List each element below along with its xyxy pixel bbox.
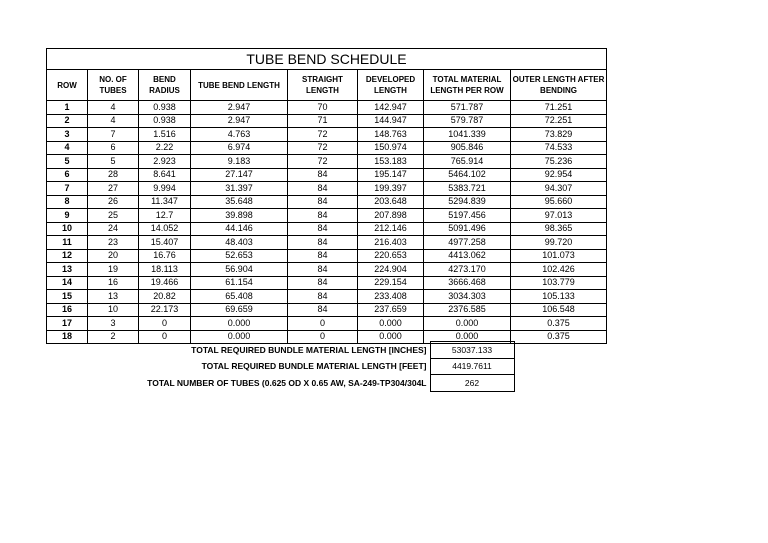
table-row <box>47 168 607 182</box>
total-tubes-value: 262 <box>430 375 514 392</box>
no-of-tubes-cell: 4 <box>88 101 139 115</box>
row-number-cell: 7 <box>47 182 88 196</box>
developed-length-cell: 203.648 <box>358 195 424 209</box>
table-row <box>47 155 607 169</box>
outer-length-cell: 95.660 <box>511 195 607 209</box>
no-of-tubes-cell: 27 <box>88 182 139 196</box>
straight-length-cell: 84 <box>288 276 358 290</box>
totals-table <box>46 341 515 392</box>
no-of-tubes-cell: 13 <box>88 290 139 304</box>
total-length-feet-value: 4419.7611 <box>430 358 514 375</box>
total-material-length-cell: 1041.339 <box>424 128 511 142</box>
table-row <box>47 209 607 223</box>
row-number-cell: 10 <box>47 222 88 236</box>
no-of-tubes-cell: 16 <box>88 276 139 290</box>
bend-radius-cell: 0.938 <box>139 101 191 115</box>
developed-length-cell: 144.947 <box>358 114 424 128</box>
tube-bend-length-cell: 9.183 <box>191 155 288 169</box>
total-material-length-cell: 0.000 <box>424 330 511 344</box>
row-number-cell: 11 <box>47 236 88 250</box>
row-number-cell: 8 <box>47 195 88 209</box>
table-row <box>47 263 607 277</box>
row-number-cell: 6 <box>47 168 88 182</box>
developed-length-cell: 237.659 <box>358 303 424 317</box>
straight-length-cell: 0 <box>288 330 358 344</box>
no-of-tubes-cell: 4 <box>88 114 139 128</box>
row-number-cell: 12 <box>47 249 88 263</box>
bend-radius-cell: 15.407 <box>139 236 191 250</box>
column-header-no-of-tubes: NO. OF TUBES <box>88 70 139 101</box>
developed-length-cell: 153.183 <box>358 155 424 169</box>
no-of-tubes-cell: 25 <box>88 209 139 223</box>
straight-length-cell: 84 <box>288 195 358 209</box>
total-tubes-row <box>46 375 514 392</box>
table-row <box>47 101 607 115</box>
bend-radius-cell: 12.7 <box>139 209 191 223</box>
developed-length-cell: 150.974 <box>358 141 424 155</box>
outer-length-cell: 0.375 <box>511 330 607 344</box>
no-of-tubes-cell: 2 <box>88 330 139 344</box>
outer-length-cell: 103.779 <box>511 276 607 290</box>
total-material-length-cell: 4273.170 <box>424 263 511 277</box>
tube-bend-length-cell: 65.408 <box>191 290 288 304</box>
straight-length-cell: 0 <box>288 317 358 331</box>
no-of-tubes-cell: 20 <box>88 249 139 263</box>
tube-bend-length-cell: 39.898 <box>191 209 288 223</box>
total-material-length-cell: 4977.258 <box>424 236 511 250</box>
row-number-cell: 16 <box>47 303 88 317</box>
row-number-cell: 13 <box>47 263 88 277</box>
straight-length-cell: 84 <box>288 263 358 277</box>
column-header-tube-bend-length: TUBE BEND LENGTH <box>191 70 288 101</box>
total-material-length-cell: 571.787 <box>424 101 511 115</box>
no-of-tubes-cell: 28 <box>88 168 139 182</box>
straight-length-cell: 84 <box>288 290 358 304</box>
total-tubes-label: TOTAL NUMBER OF TUBES (0.625 OD X 0.65 AW, SA-249-TP304/304L <box>147 377 427 388</box>
developed-length-cell: 195.147 <box>358 168 424 182</box>
tube-bend-length-cell: 4.763 <box>191 128 288 142</box>
tube-bend-length-cell: 61.154 <box>191 276 288 290</box>
row-number-cell: 14 <box>47 276 88 290</box>
tube-bend-length-cell: 27.147 <box>191 168 288 182</box>
outer-length-cell: 101.073 <box>511 249 607 263</box>
straight-length-cell: 72 <box>288 128 358 142</box>
outer-length-cell: 72.251 <box>511 114 607 128</box>
outer-length-cell: 73.829 <box>511 128 607 142</box>
straight-length-cell: 84 <box>288 236 358 250</box>
total-material-length-cell: 579.787 <box>424 114 511 128</box>
tube-bend-length-cell: 44.146 <box>191 222 288 236</box>
table-row <box>47 303 607 317</box>
developed-length-cell: 142.947 <box>358 101 424 115</box>
bend-radius-cell: 0 <box>139 317 191 331</box>
total-material-length-cell: 5091.496 <box>424 222 511 236</box>
no-of-tubes-cell: 23 <box>88 236 139 250</box>
column-header-bend-radius: BEND RADIUS <box>139 70 191 101</box>
bend-radius-cell: 0 <box>139 330 191 344</box>
table-row <box>47 114 607 128</box>
bend-radius-cell: 19.466 <box>139 276 191 290</box>
tube-bend-length-cell: 35.648 <box>191 195 288 209</box>
table-row <box>47 182 607 196</box>
tube-bend-length-cell: 0.000 <box>191 317 288 331</box>
header-row <box>47 70 607 101</box>
no-of-tubes-cell: 3 <box>88 317 139 331</box>
tube-bend-length-cell: 31.397 <box>191 182 288 196</box>
table-row <box>47 290 607 304</box>
table-row <box>47 195 607 209</box>
bend-radius-cell: 1.516 <box>139 128 191 142</box>
table-row <box>47 249 607 263</box>
outer-length-cell: 97.013 <box>511 209 607 223</box>
tube-bend-length-cell: 6.974 <box>191 141 288 155</box>
no-of-tubes-cell: 24 <box>88 222 139 236</box>
row-number-cell: 2 <box>47 114 88 128</box>
column-header-row: ROW <box>47 70 88 101</box>
total-material-length-cell: 4413.062 <box>424 249 511 263</box>
total-material-length-cell: 5197.456 <box>424 209 511 223</box>
total-material-length-cell: 2376.585 <box>424 303 511 317</box>
outer-length-cell: 94.307 <box>511 182 607 196</box>
total-material-length-cell: 5464.102 <box>424 168 511 182</box>
total-material-length-cell: 905.846 <box>424 141 511 155</box>
developed-length-cell: 207.898 <box>358 209 424 223</box>
straight-length-cell: 72 <box>288 155 358 169</box>
developed-length-cell: 0.000 <box>358 317 424 331</box>
outer-length-cell: 74.533 <box>511 141 607 155</box>
total-length-inches-label: TOTAL REQUIRED BUNDLE MATERIAL LENGTH [INCHES] <box>191 344 427 355</box>
tube-bend-length-cell: 2.947 <box>191 101 288 115</box>
bend-radius-cell: 20.82 <box>139 290 191 304</box>
row-number-cell: 15 <box>47 290 88 304</box>
total-length-feet-row <box>46 358 514 375</box>
straight-length-cell: 72 <box>288 141 358 155</box>
developed-length-cell: 148.763 <box>358 128 424 142</box>
total-material-length-cell: 5383.721 <box>424 182 511 196</box>
developed-length-cell: 212.146 <box>358 222 424 236</box>
total-length-inches-row <box>46 342 514 359</box>
outer-length-cell: 106.548 <box>511 303 607 317</box>
total-material-length-cell: 3666.468 <box>424 276 511 290</box>
bend-radius-cell: 0.938 <box>139 114 191 128</box>
straight-length-cell: 84 <box>288 303 358 317</box>
straight-length-cell: 71 <box>288 114 358 128</box>
no-of-tubes-cell: 10 <box>88 303 139 317</box>
schedule-body <box>47 101 607 344</box>
outer-length-cell: 71.251 <box>511 101 607 115</box>
straight-length-cell: 70 <box>288 101 358 115</box>
outer-length-cell: 75.236 <box>511 155 607 169</box>
bend-radius-cell: 9.994 <box>139 182 191 196</box>
table-row <box>47 128 607 142</box>
bend-radius-cell: 18.113 <box>139 263 191 277</box>
column-header-total-material-length: TOTAL MATERIAL LENGTH PER ROW <box>424 70 511 101</box>
total-material-length-cell: 5294.839 <box>424 195 511 209</box>
tube-bend-length-cell: 2.947 <box>191 114 288 128</box>
outer-length-cell: 0.375 <box>511 317 607 331</box>
bend-radius-cell: 16.76 <box>139 249 191 263</box>
straight-length-cell: 84 <box>288 182 358 196</box>
total-material-length-cell: 0.000 <box>424 317 511 331</box>
outer-length-cell: 102.426 <box>511 263 607 277</box>
bend-radius-cell: 2.22 <box>139 141 191 155</box>
total-length-feet-label: TOTAL REQUIRED BUNDLE MATERIAL LENGTH [FEET] <box>201 361 427 372</box>
row-number-cell: 18 <box>47 330 88 344</box>
row-number-cell: 17 <box>47 317 88 331</box>
row-number-cell: 9 <box>47 209 88 223</box>
column-header-straight-length: STRAIGHT LENGTH <box>288 70 358 101</box>
bend-radius-cell: 2.923 <box>139 155 191 169</box>
no-of-tubes-cell: 19 <box>88 263 139 277</box>
no-of-tubes-cell: 26 <box>88 195 139 209</box>
developed-length-cell: 224.904 <box>358 263 424 277</box>
straight-length-cell: 84 <box>288 209 358 223</box>
total-length-inches-value: 53037.133 <box>430 342 514 359</box>
no-of-tubes-cell: 7 <box>88 128 139 142</box>
developed-length-cell: 220.653 <box>358 249 424 263</box>
outer-length-cell: 98.365 <box>511 222 607 236</box>
row-number-cell: 5 <box>47 155 88 169</box>
total-material-length-cell: 765.914 <box>424 155 511 169</box>
table-row <box>47 276 607 290</box>
no-of-tubes-cell: 6 <box>88 141 139 155</box>
outer-length-cell: 99.720 <box>511 236 607 250</box>
developed-length-cell: 233.408 <box>358 290 424 304</box>
tube-bend-length-cell: 69.659 <box>191 303 288 317</box>
bend-radius-cell: 11.347 <box>139 195 191 209</box>
tube-bend-length-cell: 56.904 <box>191 263 288 277</box>
row-number-cell: 1 <box>47 101 88 115</box>
column-header-developed-length: DEVELOPED LENGTH <box>358 70 424 101</box>
straight-length-cell: 84 <box>288 249 358 263</box>
developed-length-cell: 199.397 <box>358 182 424 196</box>
table-row <box>47 141 607 155</box>
table-row <box>47 317 607 331</box>
developed-length-cell: 229.154 <box>358 276 424 290</box>
straight-length-cell: 84 <box>288 168 358 182</box>
schedule-title: TUBE BEND SCHEDULE <box>47 49 607 70</box>
row-number-cell: 3 <box>47 128 88 142</box>
straight-length-cell: 84 <box>288 222 358 236</box>
developed-length-cell: 0.000 <box>358 330 424 344</box>
tube-bend-length-cell: 48.403 <box>191 236 288 250</box>
tube-bend-length-cell: 52.653 <box>191 249 288 263</box>
developed-length-cell: 216.403 <box>358 236 424 250</box>
bend-radius-cell: 22.173 <box>139 303 191 317</box>
column-header-outer-length: OUTER LENGTH AFTER BENDING <box>511 70 607 101</box>
table-row <box>47 236 607 250</box>
tube-bend-length-cell: 0.000 <box>191 330 288 344</box>
bend-radius-cell: 14.052 <box>139 222 191 236</box>
outer-length-cell: 92.954 <box>511 168 607 182</box>
total-material-length-cell: 3034.303 <box>424 290 511 304</box>
row-number-cell: 4 <box>47 141 88 155</box>
bend-radius-cell: 8.641 <box>139 168 191 182</box>
outer-length-cell: 105.133 <box>511 290 607 304</box>
no-of-tubes-cell: 5 <box>88 155 139 169</box>
tube-bend-schedule-table <box>46 48 607 344</box>
table-row <box>47 222 607 236</box>
